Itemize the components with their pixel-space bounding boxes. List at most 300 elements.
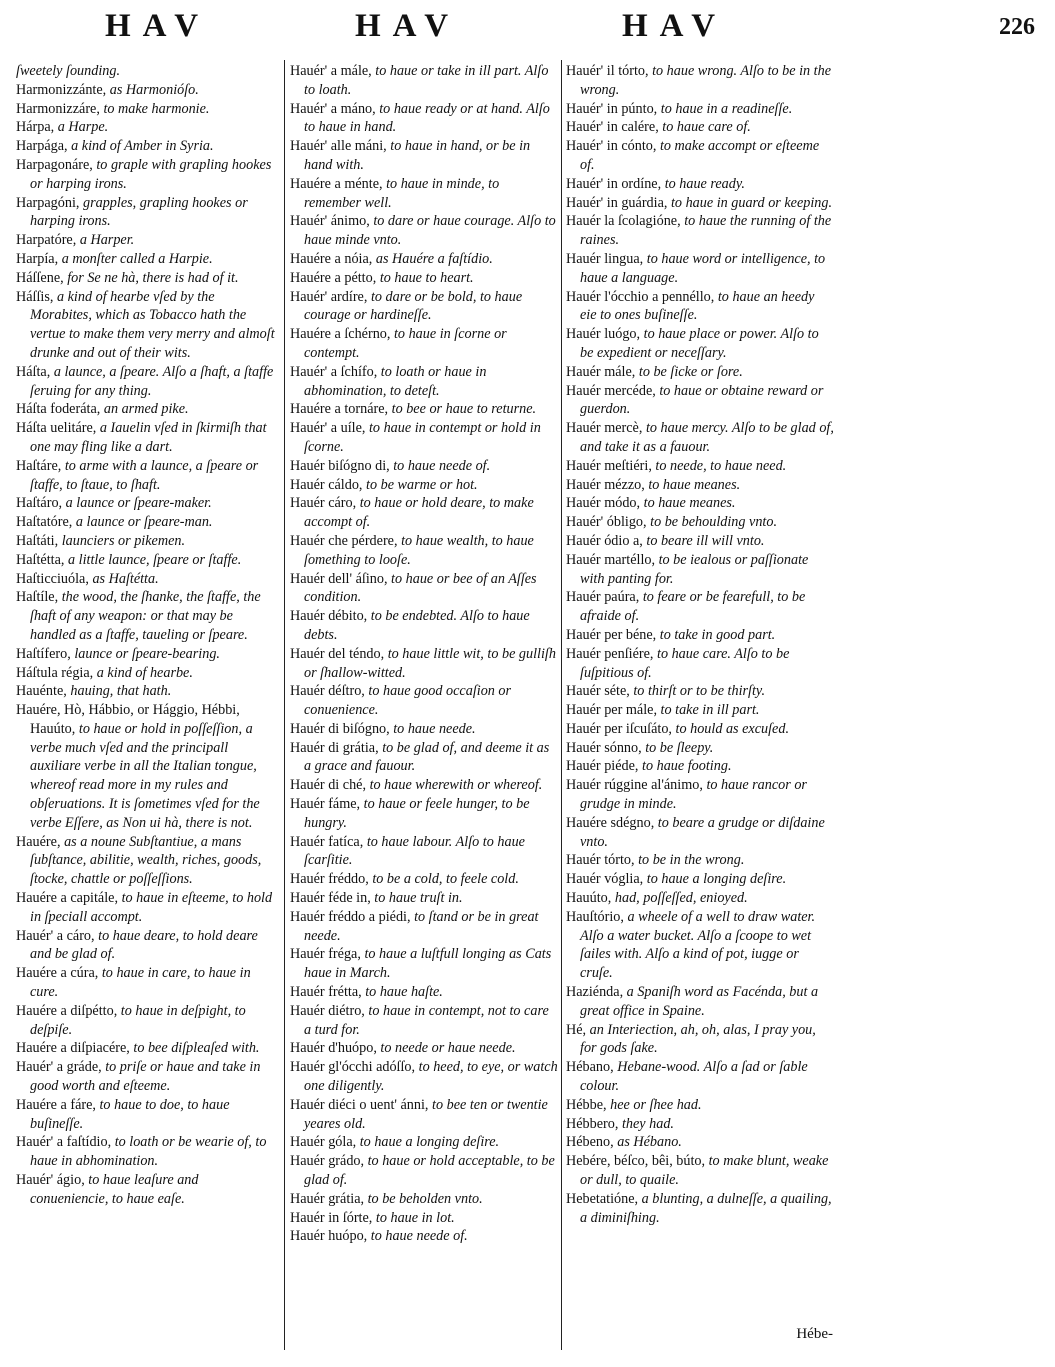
dictionary-entry [16,400,278,419]
dictionary-entry [16,588,278,644]
entry-headword: Hauér cáro, [290,495,357,512]
dictionary-entry [290,100,558,138]
entry-definition: to haue wealth, to haue ſomething to looſe. [304,532,534,568]
entry-headword: Hauér' ánimo, [290,213,370,230]
dictionary-entry [16,664,278,683]
entry-definition: to haue a luſtfull longing as Cats haue in March. [304,946,552,982]
entry-headword: Hauér grátia, [290,1190,365,1207]
entry-definition: to be ſicke or ſore. [638,363,743,380]
entry-headword: Hauér lingua, [566,250,644,267]
entry-definition: to priſe or haue and take in good worth and eſteeme. [30,1059,261,1095]
dictionary-entry [290,739,558,777]
entry-headword: Haſtétta, [16,551,65,568]
entry-definition: to haue haſte. [365,984,443,1001]
entry-headword: Háſta foderáta, [16,401,101,418]
entry-definition: to haue in deſpight, to deſpiſe. [30,1002,246,1038]
entry-definition: to loath or be wearie of, to haue in abhomination. [30,1134,267,1170]
entry-headword: Hauér huópo, [290,1228,368,1245]
dictionary-entry [290,212,558,250]
entry-definition: to haue footing. [642,758,732,775]
dictionary-entry [16,551,278,570]
entry-headword: Hebére, béſco, bêi, búto, [566,1153,706,1170]
dictionary-entry [566,363,834,382]
entry-definition: to haue labour. Alſo to haue ſcarſitie. [304,833,525,869]
entry-headword: Hauér' a faſtídio, [16,1134,112,1151]
entry-headword: Hébano, [566,1059,614,1076]
dictionary-entry [290,1227,558,1246]
dictionary-entry [566,870,834,889]
dictionary-entry [566,175,834,194]
entry-headword: Hauér fréddo, [290,871,369,888]
entry-headword: Hauér débito, [290,608,368,625]
entry-definition: to haue in a readineſſe. [660,100,793,117]
entry-definition: to haue word or intelligence, to haue a language. [580,250,826,286]
entry-definition: to be in the wrong. [638,852,745,869]
entry-definition: to arme with a launce, a ſpeare or ſtaffe, to ſtaue, to ſhaft. [30,457,259,493]
entry-definition: to bee or haue to returne. [391,401,537,418]
entry-headword: Harmonizzáre, [16,100,100,117]
entry-definition: to haue ready. [664,175,745,192]
entry-headword: Háſſene, [16,269,64,286]
entry-headword: Hauér di grátia, [290,739,379,756]
dictionary-entry [566,983,834,1021]
dictionary-entry [16,701,278,833]
dictionary-entry [566,701,834,720]
dictionary-entry [566,1133,834,1152]
dictionary-entry [290,62,558,100]
entry-headword: Hauér diéci o uent' ánni, [290,1096,429,1113]
dictionary-entry [16,1039,278,1058]
entry-headword: Hauér fáme, [290,796,361,813]
entry-headword: Hébeno, [566,1134,614,1151]
entry-definition: to haue neede. [393,720,476,737]
entry-headword: Hauére sdégno, [566,814,655,831]
entry-definition: to neede, to haue need. [655,457,787,474]
entry-headword: Hébbe, [566,1096,607,1113]
dictionary-entry [290,682,558,720]
dictionary-entry [16,833,278,889]
entry-definition: to haue wherewith or whereof. [369,777,543,794]
entry-headword: Hauér rúggine al'ánimo, [566,777,703,794]
entry-definition: to haue in guard or keeping. [670,194,833,211]
entry-headword: Hauér fatíca, [290,833,364,850]
entry-headword: Harpagóni, [16,194,80,211]
entry-headword: Háſtula régia, [16,664,94,681]
entry-headword: Háſta uelitáre, [16,420,97,437]
entry-definition: to haue or hold acceptable, to be glad of. [304,1153,555,1189]
dictionary-entry [566,212,834,250]
entry-headword: Hauénte, [16,683,67,700]
entry-definition: to haue care of. [662,119,751,136]
entry-definition: grapples, grapling hookes or harping irons. [30,194,248,230]
entry-definition: launce or ſpeare-bearing. [74,645,220,662]
entry-headword: Hauér per mále, [566,702,657,719]
dictionary-entry [290,1190,558,1209]
entry-headword: Hauér' in calére, [566,119,659,136]
entry-headword: Hauér módo, [566,495,641,512]
entry-definition: to haue or bee of an Aſſes condition. [304,570,537,606]
entry-headword: Hauér mercéde, [566,382,656,399]
entry-headword: Hauér' a máno, [290,100,376,117]
entry-headword: Hauére, Hò, Hábbio, or Hággio, Hébbi, Hauúto, [16,702,240,737]
entry-headword: Hauér séte, [566,683,630,700]
entry-definition: to haue neede of. [370,1228,468,1245]
dictionary-entry [290,269,558,288]
running-head-center: HAV [355,8,461,44]
entry-definition: to haue the running of the raines. [580,213,832,249]
entry-headword: Hauér' alle máni, [290,138,387,155]
dictionary-entry [290,325,558,363]
entry-headword: Haziénda, [566,984,624,1001]
entry-definition: a launce or ſpeare-maker. [65,495,212,512]
entry-definition: as Hauére a faſtídio. [375,250,493,267]
dictionary-entry [566,1058,834,1096]
entry-definition: as a noune Subſtantiue, a mans ſubſtance, abilitie, wealth, riches, goods, ſtocke, chattle or poſſeſſions. [30,833,262,888]
entry-headword: Hauſtório, [566,908,624,925]
entry-headword: Hébbero, [566,1115,619,1132]
dictionary-entry [290,607,558,645]
entry-definition: to make accompt or eſteeme of. [580,138,820,173]
entry-definition: to beare ill will vnto. [646,532,765,549]
dictionary-entry [566,288,834,326]
dictionary-entry [566,476,834,495]
entry-headword: Hauér mézzo, [566,476,645,493]
entry-definition: hee or ſhee had. [610,1096,702,1113]
entry-headword: Hauére a nóia, [290,250,373,267]
catchword: Hébe- [796,1326,833,1342]
dictionary-entry [566,118,834,137]
entry-headword: Haſtíle, [16,589,59,606]
entry-definition: to take in ill part. [660,702,760,719]
entry-definition: to make harmonie. [103,100,210,117]
entry-headword: Hauér l'ócchio a pennéllo, [566,288,715,305]
dictionary-entry [566,513,834,532]
dictionary-entry [566,1021,834,1059]
entry-definition: a wheele of a well to draw water. Alſo a water bucket. Alſo a ſcoope to wet ſailes with. Alſo a kind of pot, iugge or cruſe. [580,908,816,982]
dictionary-entry [16,927,278,965]
entry-headword: Hauér meſtiéri, [566,457,652,474]
dictionary-entry [16,250,278,269]
dictionary-entry [16,682,278,701]
entry-headword: Hauér in ſórte, [290,1209,373,1226]
entry-definition: to haue a longing deſire. [646,871,787,888]
dictionary-entry [566,1115,834,1134]
entry-headword: Hauér' ágio, [16,1172,85,1189]
entry-definition: hauing, that hath. [70,683,172,700]
entry-definition: to haue or obtaine reward or guerdon. [580,382,824,418]
dictionary-entry [290,870,558,889]
dictionary-entry [16,194,278,232]
entry-definition: to dare or be bold, to haue courage or hardineſſe. [304,288,523,324]
entry-definition: an Interiection, ah, oh, alas, I pray you, for gods ſake. [580,1021,816,1057]
dictionary-entry [16,964,278,1002]
dictionary-entry [16,118,278,137]
entry-definition: to make blunt, weake or dull, to quaile. [580,1153,829,1189]
dictionary-entry [290,476,558,495]
dictionary-entry [16,532,278,551]
dictionary-entry [290,795,558,833]
entry-definition: had, poſſeſſed, enioyed. [614,890,748,907]
entry-headword: Haſtífero, [16,645,71,662]
entry-headword: Hauér piéde, [566,758,639,775]
entry-headword: Hauér frétta, [290,984,362,1001]
entry-headword: Haſtáro, [16,495,63,512]
entry-definition: to haue wrong. Alſo to be in the wrong. [580,63,832,98]
dictionary-entry [290,250,558,269]
dictionary-entry [16,889,278,927]
dictionary-entry [290,1002,558,1040]
dictionary-entry [566,588,834,626]
dictionary-entry [16,231,278,250]
entry-definition: to dare or haue courage. Alſo to haue minde vnto. [304,213,556,249]
entry-definition: they had. [621,1115,674,1132]
entry-headword: Hauér' in guárdia, [566,194,668,211]
entry-headword: Hauér' a uíle, [290,420,366,437]
entry-definition: a Spaniſh word as Facénda, but a great office in Spaine. [580,984,819,1019]
entry-headword: Hé, [566,1021,587,1038]
entry-headword: Haſticciuóla, [16,570,89,587]
entry-definition: to thirſt or to be thirſty. [633,683,765,700]
dictionary-entry [566,720,834,739]
dictionary-entry [16,570,278,589]
entry-headword: Hauér tórto, [566,852,635,869]
entry-headword: Hauér gl'ócchi adóſſo, [290,1059,416,1076]
dictionary-entry [566,419,834,457]
entry-headword: Hauér' óbligo, [566,514,647,531]
entry-definition: to haue in contempt or hold in ſcorne. [304,420,541,455]
dictionary-entry [566,645,834,683]
entry-headword: Hauér dell' áſino, [290,570,388,587]
dictionary-entry [566,757,834,776]
entry-headword: Hauér' in ordíne, [566,175,662,192]
entry-headword: Hauér' il tórto, [566,63,649,79]
dictionary-entry [290,1152,558,1190]
entry-definition: an armed pike. [103,401,189,418]
entry-headword: Hauér cáldo, [290,476,363,493]
dictionary-entry [566,194,834,213]
entry-headword: Harpatóre, [16,232,77,249]
dictionary-entry [16,1002,278,1040]
entry-headword: Hauúto, [566,890,612,907]
entry-headword: Háſſis, [16,288,54,305]
entry-headword: Hauér martéllo, [566,551,656,568]
entry-definition: to be glad of, and deeme it as a grace and fauour. [304,739,550,775]
entry-headword: Hauére a fáre, [16,1096,96,1113]
entry-headword: Hauér' in cónto, [566,138,657,155]
entry-definition: a blunting, a dulneſſe, a quailing, a diminiſhing. [580,1190,832,1226]
dictionary-entry [566,1096,834,1115]
entry-headword: Hauér del téndo, [290,645,385,662]
entry-definition: to haue mercy. Alſo to be glad of, and take it as a fauour. [580,420,834,455]
dictionary-entry [16,81,278,100]
entry-headword: Hauér fréga, [290,946,361,963]
entry-headword: Harpága, [16,138,68,155]
entry-definition: to graple with grapling hookes or harping irons. [30,156,272,192]
entry-definition: to haue in lot. [375,1209,455,1226]
dictionary-entry [290,532,558,570]
entry-headword: Hauér diétro, [290,1002,365,1019]
entry-definition: to haue rancor or grudge in minde. [580,777,807,813]
entry-definition: to loath or haue in abhomination, to deteſt. [304,363,487,399]
entry-headword: Hauér fréddo a piédi, [290,908,411,925]
dictionary-entry [566,250,834,288]
dictionary-entry [290,1133,558,1152]
entry-definition: to be ſleepy. [645,739,714,756]
dictionary-entry [16,419,278,457]
dictionary-entry [290,945,558,983]
entry-headword: Hauér che pérdere, [290,532,398,549]
page-number: 226 [999,14,1035,40]
dictionary-entry [290,1039,558,1058]
entry-definition: to haue in eſteeme, to hold in ſpeciall accompt. [30,890,273,925]
dictionary-entry [290,983,558,1002]
entry-definition: to ſtand or be in great neede. [304,908,539,944]
entry-headword: Hauére a capitále, [16,890,119,907]
entry-headword: Hauér paúra, [566,589,640,606]
entry-definition: to haue to heart. [379,269,474,286]
entry-definition: to haue truſt in. [374,890,463,907]
entry-definition: to be a cold, to feele cold. [372,871,519,888]
entry-definition: to haue good occaſion or conuenience. [304,683,512,719]
entry-headword: Hauér' a ſchífo, [290,363,378,380]
entry-definition: a Harpe. [57,119,109,136]
dictionary-column-1 [16,62,278,1209]
entry-definition: a kind of hearbe. [96,664,193,681]
entry-definition: launciers or pikemen. [61,532,186,549]
entry-headword: Hauér' a mále, [290,63,372,79]
dictionary-entry [290,645,558,683]
entry-headword: Hauér' ardíre, [290,288,368,305]
entry-headword: Harmonizzánte, [16,81,107,98]
entry-headword: Hauér vóglia, [566,871,644,888]
dictionary-entry [290,363,558,401]
entry-headword: Hauére a diſpétto, [16,1002,118,1019]
column-rule-right [561,60,562,1350]
entry-definition: to take in good part. [659,626,776,643]
entry-definition: to haue in minde, to remember well. [304,175,500,211]
entry-definition: to neede or haue neede. [380,1040,516,1057]
entry-definition: a launce, a ſpeare. Alſo a ſhaft, a ſtaffe ſeruing for any thing. [30,363,274,399]
entry-definition: to be endebted. Alſo to haue debts. [304,608,530,643]
entry-definition: to be iealous or paſſionate with panting for. [580,551,809,587]
entry-headword: Hauér per béne, [566,626,657,643]
entry-definition: to be behoulding vnto. [650,514,778,531]
entry-headword: Hauér grádo, [290,1153,365,1170]
entry-definition: a Harper. [79,232,135,249]
entry-headword: Haſtáre, [16,457,62,474]
dictionary-entry [290,1058,558,1096]
entry-headword: Hauére a pétto, [290,269,377,286]
dictionary-entry [16,494,278,513]
dictionary-entry [290,400,558,419]
dictionary-entry [290,1209,558,1228]
dictionary-entry [290,457,558,476]
entry-headword: Hauér d'huópo, [290,1040,377,1057]
entry-definition: to feare or be fearefull, to be afraide of. [580,589,806,625]
dictionary-entry [566,382,834,420]
entry-headword: Hauér di biſógno, [290,720,390,737]
entry-headword: Hauér biſógno di, [290,457,390,474]
dictionary-entry [566,551,834,589]
dictionary-entry [566,682,834,701]
entry-definition: to haue care. Alſo to be ſuſpitious of. [580,645,790,681]
entry-definition: as Harmonióſo. [109,81,199,98]
dictionary-entry [16,137,278,156]
dictionary-entry [566,851,834,870]
dictionary-entry [566,1152,834,1190]
entry-definition: to heed, to eye, or watch one diligently. [304,1059,558,1095]
entry-definition: ſweetely ſounding. [16,63,121,79]
entry-definition: a launce or ſpeare-man. [75,514,213,531]
entry-definition: to hould as excuſed. [675,720,789,737]
dictionary-entry [566,100,834,119]
entry-definition: a monſter called a Harpie. [61,250,213,267]
entry-definition: to bee diſpleaſed with. [133,1040,260,1057]
entry-headword: Haſtatóre, [16,514,73,531]
entry-definition: a kind of Amber in Syria. [71,138,214,155]
entry-headword: Hauére a ſchérno, [290,326,391,343]
entry-definition: to haue leaſure and conueniencie, to haue eaſe. [30,1172,199,1207]
entry-definition: to be warme or hot. [366,476,478,493]
running-head-left: HAV [105,8,211,44]
dictionary-entry [566,1190,834,1228]
dictionary-entry [16,1096,278,1134]
dictionary-entry [16,457,278,495]
running-head-right: HAV [622,8,728,44]
entry-definition: Hebane-wood. Alſo a ſad or ſable colour. [580,1059,808,1095]
entry-definition: to haue in care, to haue in cure. [30,965,251,1001]
dictionary-entry [566,62,834,100]
dictionary-entry [290,776,558,795]
entry-headword: Hárpa, [16,119,55,136]
entry-definition: as Haſtétta. [92,570,159,587]
entry-headword: Hauér di ché, [290,777,367,794]
dictionary-column-3 [566,62,834,1227]
entry-headword: Hauére a diſpiacére, [16,1040,130,1057]
entry-definition: as Hébano. [617,1134,682,1151]
entry-headword: Hauér mercè, [566,420,643,437]
entry-headword: Hauére a ménte, [290,175,383,192]
entry-definition: to haue or feele hunger, to be hungry. [304,796,530,831]
entry-definition: to haue in hand, or be in hand with. [304,138,531,173]
dictionary-entry [566,325,834,363]
dictionary-entry [566,814,834,852]
dictionary-entry [16,363,278,401]
entry-definition: to beare a grudge or diſdaine vnto. [580,814,825,850]
entry-definition: to haue meanes. [643,495,736,512]
dictionary-entry [566,494,834,513]
entry-headword: Hauér ódio a, [566,532,643,549]
dictionary-entry [566,908,834,983]
entry-definition: to haue in ſcorne or contempt. [304,326,507,361]
dictionary-entry [566,739,834,758]
dictionary-entry [16,269,278,288]
dictionary-entry [290,137,558,175]
entry-definition: a little launce, ſpeare or ſtaffe. [68,551,242,568]
dictionary-entry [566,532,834,551]
dictionary-entry [566,889,834,908]
entry-headword: Hauér la ſcolagióne, [566,213,681,230]
dictionary-column-2 [290,62,558,1246]
entry-headword: Haſtáti, [16,532,59,549]
entry-headword: Harpagonáre, [16,156,93,173]
dictionary-entry [566,776,834,814]
dictionary-entry [16,645,278,664]
entry-definition: to haue an heedy eie to ones buſineſſe. [580,288,815,324]
dictionary-entry [566,626,834,645]
entry-headword: Hauér féde in, [290,890,371,907]
entry-definition: a kind of hearbe vſed by the Morabites, which as Tobacco hath the vertue to make them very merry and almoſt drunke and out of their wits. [30,288,275,361]
